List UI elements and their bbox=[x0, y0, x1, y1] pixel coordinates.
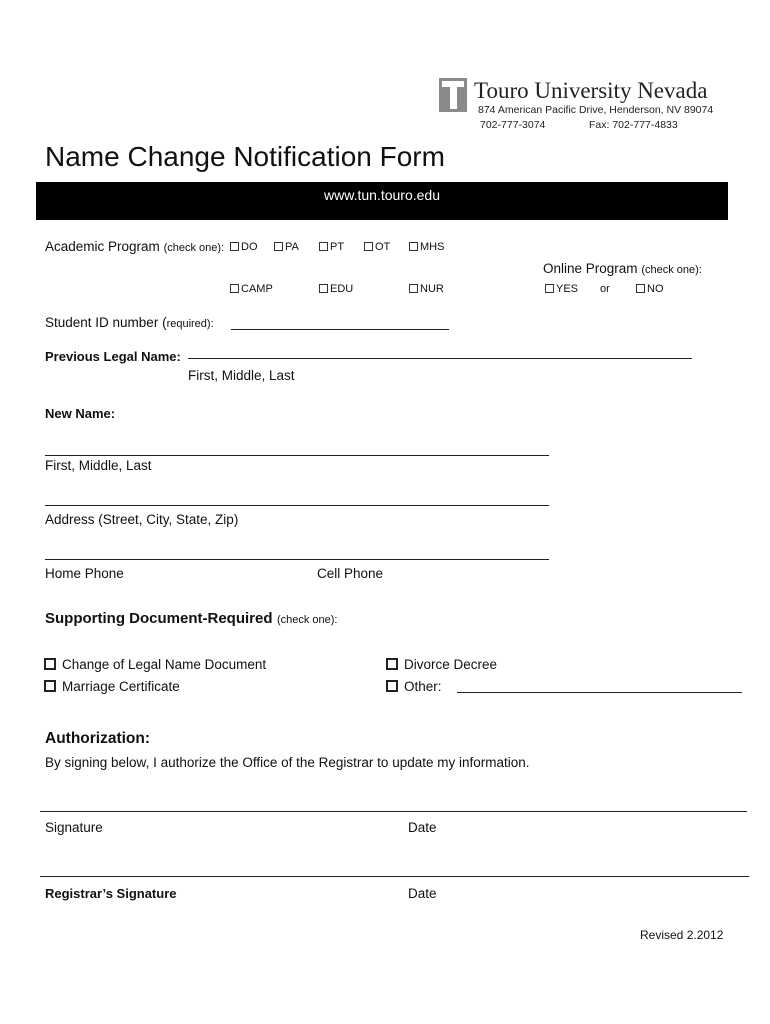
checkbox-icon bbox=[545, 284, 554, 293]
website-link[interactable]: www.tun.touro.edu bbox=[324, 187, 440, 203]
touro-logo-icon bbox=[439, 78, 467, 112]
home-phone-caption: Home Phone bbox=[45, 566, 124, 581]
checkbox-icon bbox=[44, 680, 56, 692]
online-program-title: Online Program bbox=[543, 261, 638, 276]
program-option-pa[interactable]: PA bbox=[274, 241, 299, 253]
program-option-pt[interactable]: PT bbox=[319, 241, 344, 253]
doc-option-divorce[interactable]: Divorce Decree bbox=[386, 657, 497, 672]
program-option-camp[interactable]: CAMP bbox=[230, 283, 273, 295]
signature-date-caption: Date bbox=[408, 820, 437, 835]
new-name-field[interactable] bbox=[45, 455, 549, 456]
online-option-yes[interactable]: YES bbox=[545, 283, 578, 295]
checkbox-icon bbox=[386, 658, 398, 670]
address-caption: Address (Street, City, State, Zip) bbox=[45, 512, 239, 527]
supporting-doc-label bbox=[45, 610, 337, 628]
online-program-label bbox=[543, 261, 702, 276]
university-logo bbox=[439, 78, 467, 112]
new-name-label: New Name: bbox=[45, 406, 116, 421]
checkbox-icon bbox=[44, 658, 56, 670]
program-option-mhs[interactable]: MHS bbox=[409, 241, 444, 253]
supporting-doc-hint: (check one): bbox=[276, 614, 338, 626]
online-option-no[interactable]: NO bbox=[636, 283, 664, 295]
revision-note: Revised 2.2012 bbox=[640, 928, 724, 942]
university-address: 874 American Pacific Drive, Henderson, NV 89074 bbox=[478, 104, 714, 116]
checkbox-icon bbox=[409, 242, 418, 251]
signature-caption: Signature bbox=[45, 820, 103, 835]
university-name: Touro University Nevada bbox=[474, 78, 708, 103]
new-name-caption: First, Middle, Last bbox=[45, 458, 152, 473]
online-or-text: or bbox=[600, 283, 610, 295]
checkbox-icon bbox=[319, 284, 328, 293]
registrar-signature-caption: Registrar’s Signature bbox=[45, 886, 177, 901]
previous-name-field[interactable] bbox=[188, 358, 692, 359]
doc-option-legal-name[interactable]: Change of Legal Name Document bbox=[44, 657, 266, 672]
university-fax: Fax: 702-777-4833 bbox=[589, 119, 678, 131]
checkbox-icon bbox=[230, 242, 239, 251]
previous-name-label: Previous Legal Name: bbox=[45, 349, 181, 364]
checkbox-icon bbox=[230, 284, 239, 293]
online-program-hint: (check one): bbox=[641, 264, 702, 276]
academic-program-title: Academic Program bbox=[45, 239, 160, 254]
checkbox-icon bbox=[274, 242, 283, 251]
other-doc-field[interactable] bbox=[457, 692, 742, 693]
checkbox-icon bbox=[409, 284, 418, 293]
registrar-date-caption: Date bbox=[408, 886, 437, 901]
student-id-field[interactable] bbox=[231, 329, 449, 330]
doc-option-marriage[interactable]: Marriage Certificate bbox=[44, 679, 180, 694]
form-title: Name Change Notification Form bbox=[45, 141, 445, 172]
checkbox-icon bbox=[319, 242, 328, 251]
student-id-label: Student ID number (required): bbox=[45, 315, 214, 330]
checkbox-icon bbox=[364, 242, 373, 251]
address-field[interactable] bbox=[45, 505, 549, 506]
program-option-ot[interactable]: OT bbox=[364, 241, 390, 253]
checkbox-icon bbox=[636, 284, 645, 293]
authorization-text: By signing below, I authorize the Office of the Registrar to update my information. bbox=[45, 755, 530, 770]
signature-field[interactable] bbox=[40, 811, 747, 812]
phone-field[interactable] bbox=[45, 559, 549, 560]
program-option-edu[interactable]: EDU bbox=[319, 283, 353, 295]
checkbox-icon bbox=[386, 680, 398, 692]
academic-program-label bbox=[45, 239, 224, 254]
registrar-signature-field[interactable] bbox=[40, 876, 749, 877]
program-option-nur[interactable]: NUR bbox=[409, 283, 444, 295]
supporting-doc-title: Supporting Document-Required bbox=[45, 610, 273, 627]
university-phone: 702-777-3074 bbox=[480, 119, 546, 131]
previous-name-caption: First, Middle, Last bbox=[188, 368, 295, 383]
authorization-label: Authorization: bbox=[45, 730, 151, 747]
doc-option-other[interactable]: Other: bbox=[386, 679, 442, 694]
academic-program-hint: (check one): bbox=[163, 242, 225, 254]
cell-phone-caption: Cell Phone bbox=[317, 566, 384, 581]
program-option-do[interactable]: DO bbox=[230, 241, 258, 253]
